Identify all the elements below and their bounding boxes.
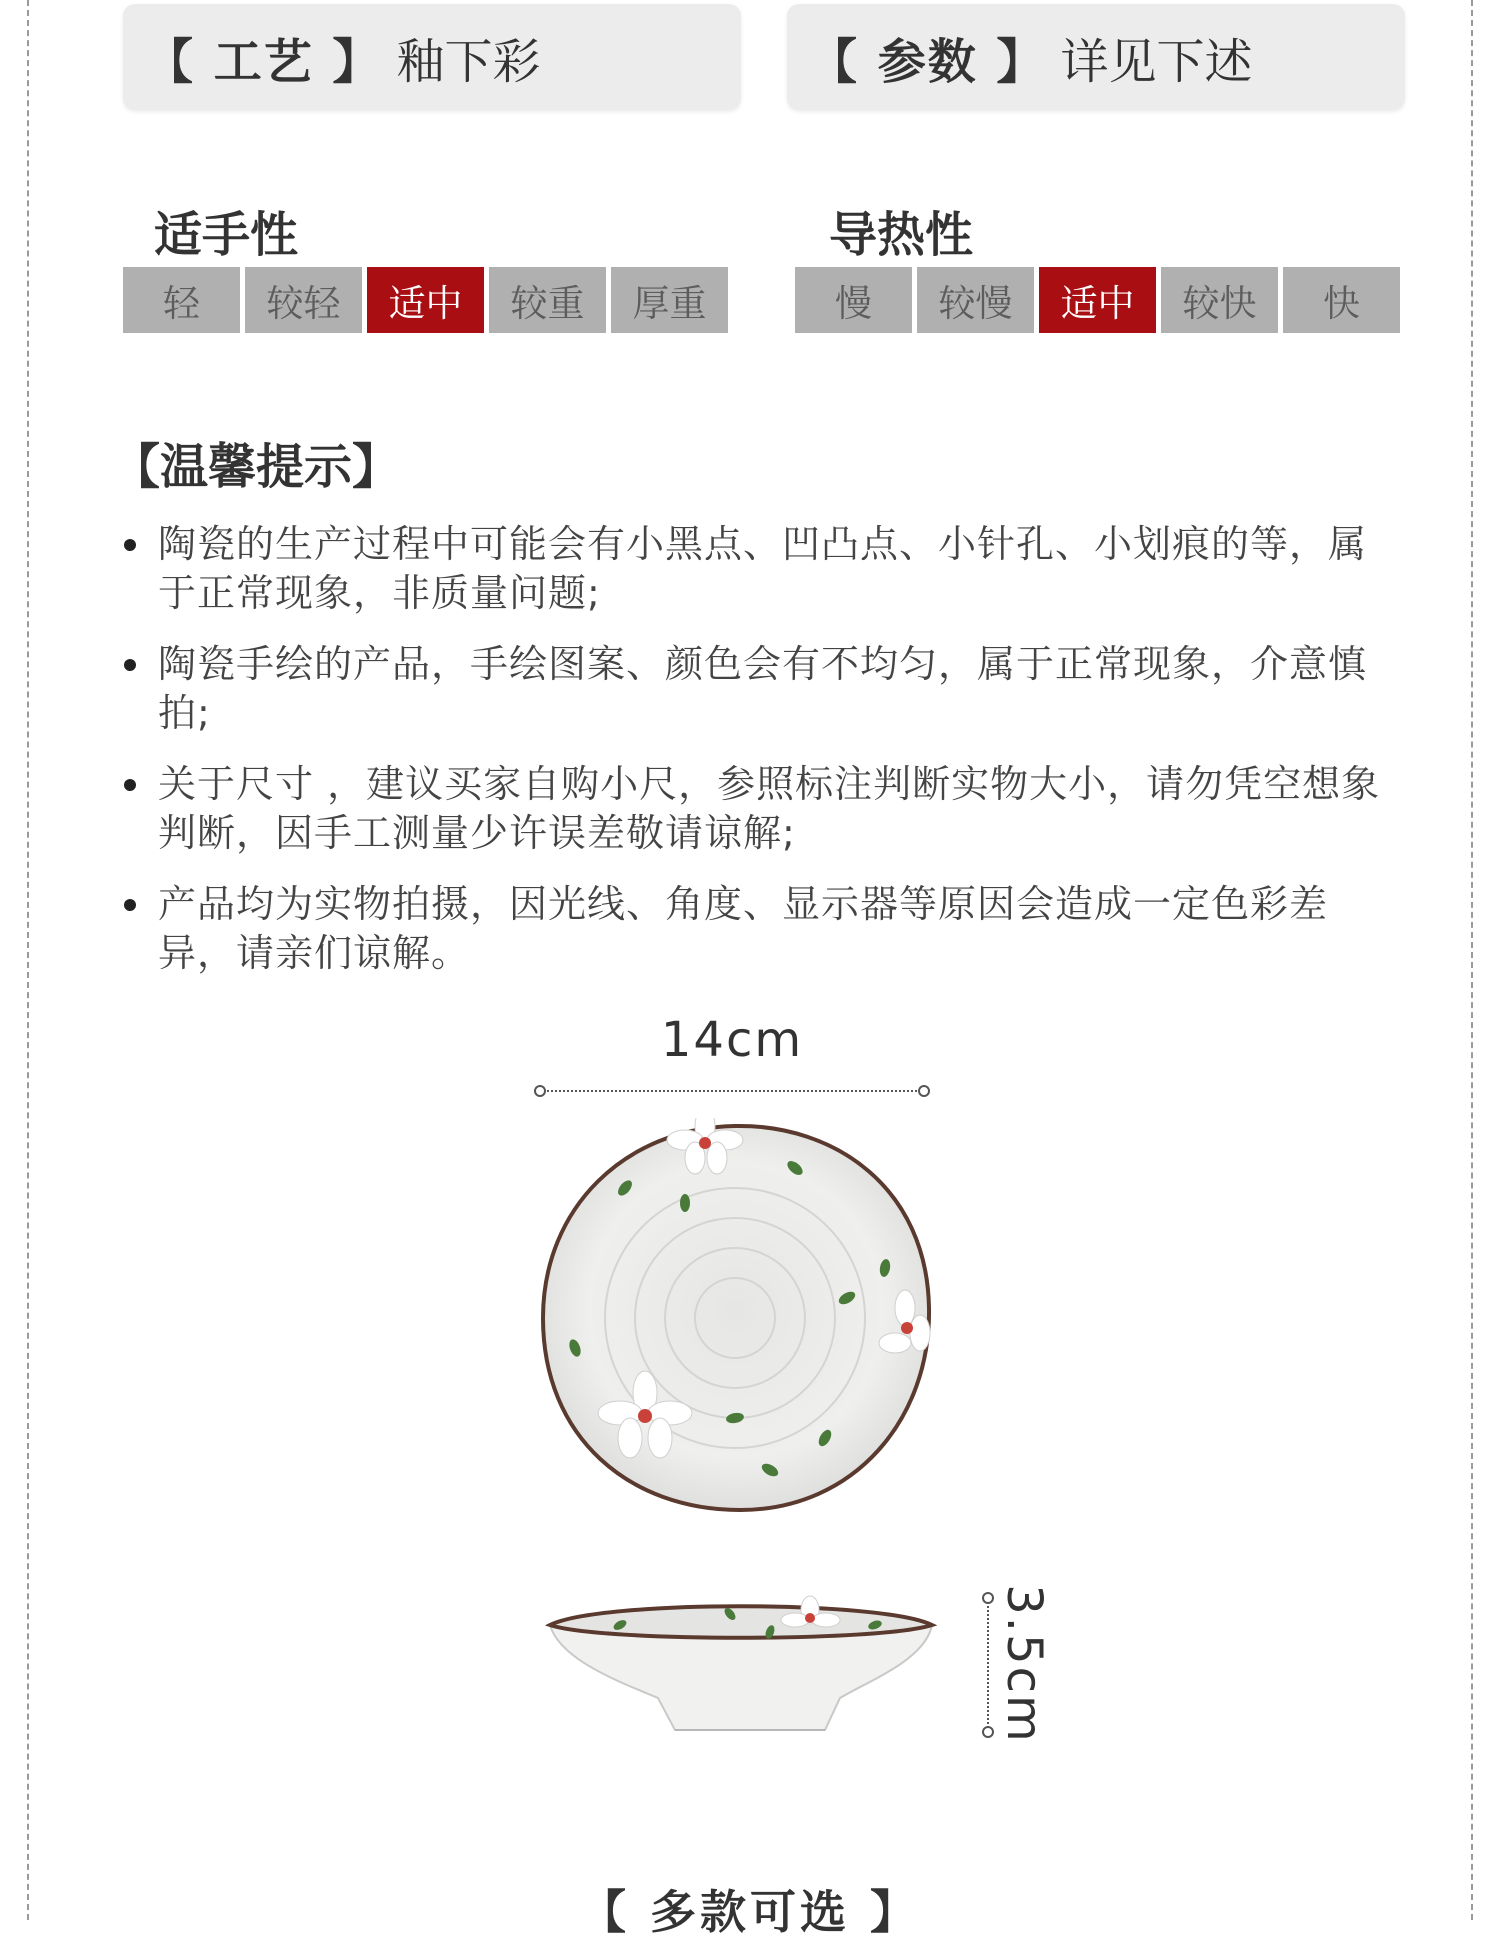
handfeel-title: 适手性 <box>154 207 299 263</box>
heat-title: 导热性 <box>829 207 974 263</box>
tip-item <box>120 520 1390 618</box>
bullet-icon <box>124 659 136 671</box>
width-dimension-line <box>540 1090 924 1092</box>
bullet-icon <box>124 539 136 551</box>
tips-title: 【温馨提示】 <box>112 439 401 495</box>
tip-item <box>120 760 1390 858</box>
handfeel-level: 较重 <box>489 267 606 333</box>
craft-value: 釉下彩 <box>396 33 541 90</box>
tip-text: 陶瓷手绘的产品，手绘图案、颜色会有不均匀，属于正常现象，介意慎拍; <box>158 642 1368 735</box>
bullet-icon <box>124 779 136 791</box>
height-dimension-label: 3.5cm <box>996 1584 1052 1744</box>
params-key: 【 参数 】 <box>809 33 1047 90</box>
width-dimension-label: 14cm <box>660 1012 804 1068</box>
handfeel-level: 较轻 <box>245 267 362 333</box>
heat-level: 快 <box>1283 267 1400 333</box>
right-dashed-border <box>1471 0 1473 1920</box>
heat-level: 适中 <box>1039 267 1156 333</box>
height-dimension-line <box>987 1598 989 1732</box>
more-styles-title: 【 多款可选 】 <box>579 1885 921 1939</box>
tip-text: 陶瓷的生产过程中可能会有小黑点、凹凸点、小针孔、小划痕的等，属于正常现象，非质量问题; <box>158 522 1368 615</box>
params-spec-box <box>787 4 1405 110</box>
handfeel-level: 厚重 <box>611 267 728 333</box>
tips-list <box>120 520 1390 1000</box>
plate-top-view-illustration <box>535 1118 935 1518</box>
plate-side-view-illustration <box>540 1580 940 1740</box>
tip-item <box>120 880 1390 978</box>
heat-level: 较快 <box>1161 267 1278 333</box>
craft-spec-box <box>123 4 741 110</box>
heat-level: 慢 <box>795 267 912 333</box>
handfeel-level: 适中 <box>367 267 484 333</box>
tip-text: 关于尺寸 ，建议买家自购小尺，参照标注判断实物大小，请勿凭空想象判断，因手工测量少许误差敬请谅解; <box>158 762 1381 855</box>
tip-item <box>120 640 1390 738</box>
left-dashed-border <box>27 0 29 1920</box>
heat-level: 较慢 <box>917 267 1034 333</box>
bullet-icon <box>124 899 136 911</box>
craft-key: 【 工艺 】 <box>145 33 383 90</box>
params-value: 详见下述 <box>1060 33 1253 90</box>
handfeel-level: 轻 <box>123 267 240 333</box>
heat-scale <box>795 267 1400 333</box>
tip-text: 产品均为实物拍摄，因光线、角度、显示器等原因会造成一定色彩差异，请亲们谅解。 <box>158 882 1329 975</box>
handfeel-scale <box>123 267 728 333</box>
